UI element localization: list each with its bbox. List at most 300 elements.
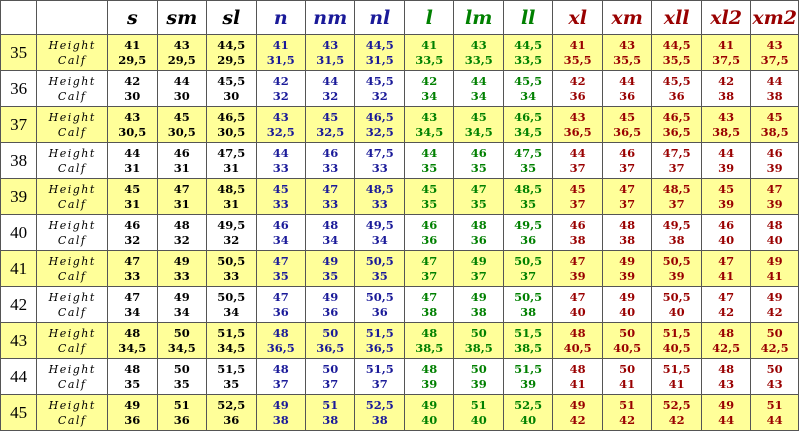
shoe-size-cell: 44 [1, 359, 37, 395]
value-cell-sm [157, 35, 206, 71]
calf-value: 31,5 [266, 52, 295, 67]
height-value: 48 [569, 325, 586, 340]
column-header-n: n [256, 1, 305, 35]
value-cell-xl [553, 215, 602, 251]
height-value: 47 [718, 289, 735, 304]
value-cell-l [404, 395, 453, 431]
value-cell-xll [652, 71, 701, 107]
height-label: Height [48, 182, 96, 196]
height-value: 46 [322, 145, 339, 160]
calf-value: 36 [272, 304, 289, 319]
value-cell-xll [652, 143, 701, 179]
height-value: 48 [272, 361, 289, 376]
calf-value: 37,5 [760, 52, 789, 67]
calf-value: 39 [766, 160, 783, 175]
value-cell-n [256, 323, 305, 359]
height-value: 49 [619, 253, 636, 268]
calf-value: 32 [173, 232, 190, 247]
height-value: 50 [322, 361, 339, 376]
value-cell-sm [157, 359, 206, 395]
calf-value: 41 [619, 376, 636, 391]
table-row [1, 395, 799, 431]
column-header-xll: xll [652, 1, 701, 35]
calf-value: 35 [371, 268, 388, 283]
height-value: 42 [718, 73, 735, 88]
value-cell-sm [157, 251, 206, 287]
value-cell-sl [207, 179, 256, 215]
calf-value: 36 [520, 232, 537, 247]
calf-value: 36,5 [563, 124, 592, 139]
value-cell-ll [503, 35, 552, 71]
value-cell-lm [454, 215, 503, 251]
height-value: 49,5 [217, 217, 246, 232]
calf-label: Calf [57, 161, 87, 175]
value-cell-ll [503, 287, 552, 323]
height-value: 46 [173, 145, 190, 160]
measure-label-cell [37, 251, 108, 287]
calf-value: 34,5 [217, 340, 246, 355]
height-value: 46,5 [365, 109, 394, 124]
calf-value: 37 [569, 196, 586, 211]
calf-value: 30,5 [167, 124, 196, 139]
calf-value: 33,5 [415, 52, 444, 67]
calf-label: Calf [57, 53, 87, 67]
value-cell-sl [207, 143, 256, 179]
calf-value: 38 [322, 412, 339, 427]
value-cell-xll [652, 251, 701, 287]
height-value: 51 [470, 397, 487, 412]
calf-value: 30 [124, 88, 141, 103]
value-cell-sm [157, 143, 206, 179]
value-cell-xl [553, 251, 602, 287]
height-value: 52,5 [662, 397, 691, 412]
shoe-size-cell: 42 [1, 287, 37, 323]
height-value: 49 [421, 397, 438, 412]
calf-value: 38 [766, 88, 783, 103]
value-cell-xl2 [701, 359, 750, 395]
value-cell-xll [652, 287, 701, 323]
height-value: 44 [470, 73, 487, 88]
height-value: 49 [718, 397, 735, 412]
height-value: 48 [718, 325, 735, 340]
value-cell-xm2 [751, 179, 799, 215]
height-value: 45 [619, 109, 636, 124]
calf-value: 36 [124, 412, 141, 427]
calf-value: 38 [718, 88, 735, 103]
value-cell-nl [355, 107, 404, 143]
height-label: Height [48, 146, 96, 160]
calf-value: 32,5 [365, 124, 394, 139]
calf-value: 34 [421, 88, 438, 103]
height-value: 43 [173, 37, 190, 52]
calf-value: 36,5 [613, 124, 642, 139]
height-value: 47 [569, 253, 586, 268]
column-header-xl2: xl2 [701, 1, 750, 35]
value-cell-xm2 [751, 287, 799, 323]
calf-value: 38 [421, 304, 438, 319]
height-value: 46,5 [514, 109, 543, 124]
calf-value: 41 [569, 376, 586, 391]
table-row [1, 323, 799, 359]
height-value: 50 [322, 325, 339, 340]
calf-value: 36,5 [662, 124, 691, 139]
value-cell-nl [355, 359, 404, 395]
table-row [1, 143, 799, 179]
value-cell-sl [207, 215, 256, 251]
calf-value: 35 [124, 376, 141, 391]
value-cell-xm2 [751, 143, 799, 179]
value-cell-nm [306, 287, 355, 323]
calf-value: 40 [766, 232, 783, 247]
calf-value: 31 [223, 160, 240, 175]
height-value: 45 [322, 109, 339, 124]
calf-value: 38 [668, 232, 685, 247]
value-cell-n [256, 395, 305, 431]
height-value: 45 [272, 181, 289, 196]
value-cell-s [108, 323, 157, 359]
height-label: Height [48, 362, 96, 376]
column-header-l: l [404, 1, 453, 35]
value-cell-s [108, 287, 157, 323]
value-cell-xl2 [701, 107, 750, 143]
height-value: 50,5 [217, 253, 246, 268]
calf-value: 38 [470, 304, 487, 319]
height-value: 44,5 [514, 37, 543, 52]
height-value: 46 [718, 217, 735, 232]
calf-value: 40 [718, 232, 735, 247]
table-row [1, 179, 799, 215]
calf-value: 34 [371, 232, 388, 247]
calf-value: 37 [272, 376, 289, 391]
calf-value: 42 [668, 412, 685, 427]
calf-value: 36 [223, 412, 240, 427]
calf-value: 40 [569, 304, 586, 319]
value-cell-l [404, 215, 453, 251]
calf-value: 35 [470, 160, 487, 175]
calf-value: 35 [421, 196, 438, 211]
calf-value: 37 [619, 196, 636, 211]
calf-value: 38,5 [514, 340, 543, 355]
value-cell-s [108, 107, 157, 143]
value-cell-s [108, 215, 157, 251]
calf-value: 36 [371, 304, 388, 319]
calf-value: 35 [520, 160, 537, 175]
height-value: 44 [124, 145, 141, 160]
calf-value: 36,5 [365, 340, 394, 355]
value-cell-n [256, 179, 305, 215]
calf-value: 42 [766, 304, 783, 319]
column-header-s: s [108, 1, 157, 35]
height-value: 50,5 [514, 289, 543, 304]
value-cell-xll [652, 179, 701, 215]
calf-value: 38,5 [415, 340, 444, 355]
table-row [1, 107, 799, 143]
height-value: 50,5 [365, 253, 394, 268]
value-cell-nl [355, 287, 404, 323]
height-value: 46 [766, 145, 783, 160]
value-cell-sl [207, 359, 256, 395]
height-label: Height [48, 38, 96, 52]
height-value: 49 [766, 253, 783, 268]
height-value: 46 [272, 217, 289, 232]
calf-value: 36 [619, 88, 636, 103]
height-value: 49 [322, 253, 339, 268]
calf-value: 37 [470, 268, 487, 283]
calf-value: 31 [173, 160, 190, 175]
height-value: 43 [569, 109, 586, 124]
value-cell-nm [306, 179, 355, 215]
height-value: 46,5 [217, 109, 246, 124]
calf-value: 39 [619, 268, 636, 283]
shoe-size-cell: 41 [1, 251, 37, 287]
value-cell-ll [503, 107, 552, 143]
value-cell-nl [355, 71, 404, 107]
value-cell-lm [454, 395, 503, 431]
calf-value: 39 [520, 376, 537, 391]
column-header-sl: sl [207, 1, 256, 35]
value-cell-xm [602, 107, 651, 143]
height-value: 49 [766, 289, 783, 304]
calf-value: 40 [421, 412, 438, 427]
value-cell-ll [503, 179, 552, 215]
value-cell-s [108, 359, 157, 395]
height-value: 50 [619, 361, 636, 376]
height-value: 41 [569, 37, 586, 52]
height-value: 47 [272, 289, 289, 304]
calf-value: 38,5 [760, 124, 789, 139]
calf-label: Calf [57, 377, 87, 391]
height-value: 43 [470, 37, 487, 52]
value-cell-xll [652, 215, 701, 251]
height-value: 49 [272, 397, 289, 412]
height-value: 50 [470, 325, 487, 340]
calf-value: 32 [272, 88, 289, 103]
height-value: 45 [421, 181, 438, 196]
column-header-xm2: xm2 [751, 1, 799, 35]
calf-value: 35 [470, 196, 487, 211]
value-cell-nl [355, 395, 404, 431]
calf-value: 33 [322, 196, 339, 211]
calf-value: 30,5 [217, 124, 246, 139]
height-value: 48 [272, 325, 289, 340]
height-value: 49 [470, 289, 487, 304]
height-label: Height [48, 254, 96, 268]
height-value: 47,5 [217, 145, 246, 160]
value-cell-nm [306, 359, 355, 395]
height-value: 51,5 [365, 325, 394, 340]
height-value: 46,5 [662, 109, 691, 124]
value-cell-sm [157, 179, 206, 215]
calf-value: 40 [470, 412, 487, 427]
calf-label: Calf [57, 269, 87, 283]
height-value: 47 [124, 289, 141, 304]
table-row [1, 35, 799, 71]
height-value: 44 [619, 73, 636, 88]
value-cell-xll [652, 395, 701, 431]
height-value: 51,5 [662, 325, 691, 340]
height-value: 45,5 [217, 73, 246, 88]
height-value: 44,5 [365, 37, 394, 52]
height-value: 48,5 [662, 181, 691, 196]
value-cell-l [404, 35, 453, 71]
height-value: 46 [569, 217, 586, 232]
calf-value: 36 [421, 232, 438, 247]
value-cell-n [256, 107, 305, 143]
height-value: 41 [124, 37, 141, 52]
calf-value: 30,5 [118, 124, 147, 139]
value-cell-n [256, 71, 305, 107]
value-cell-s [108, 179, 157, 215]
height-label: Height [48, 326, 96, 340]
value-cell-xl [553, 323, 602, 359]
measure-label-cell [37, 287, 108, 323]
shoe-size-cell: 35 [1, 35, 37, 71]
value-cell-n [256, 35, 305, 71]
height-value: 43 [619, 37, 636, 52]
value-cell-nl [355, 143, 404, 179]
calf-value: 35 [173, 376, 190, 391]
height-value: 48 [173, 217, 190, 232]
value-cell-s [108, 71, 157, 107]
height-value: 47 [272, 253, 289, 268]
calf-value: 41 [718, 268, 735, 283]
height-value: 51 [173, 397, 190, 412]
height-value: 47 [173, 181, 190, 196]
height-value: 49 [124, 397, 141, 412]
value-cell-sl [207, 287, 256, 323]
calf-value: 36,5 [316, 340, 345, 355]
height-value: 45 [718, 181, 735, 196]
column-header-nm: nm [306, 1, 355, 35]
value-cell-xm2 [751, 359, 799, 395]
height-value: 50,5 [662, 253, 691, 268]
calf-value: 39 [718, 196, 735, 211]
height-value: 47 [766, 181, 783, 196]
height-value: 43 [718, 109, 735, 124]
height-value: 44,5 [217, 37, 246, 52]
height-value: 48 [421, 325, 438, 340]
calf-value: 41 [766, 268, 783, 283]
calf-value: 42 [619, 412, 636, 427]
calf-value: 29,5 [118, 52, 147, 67]
calf-value: 33 [272, 160, 289, 175]
value-cell-lm [454, 107, 503, 143]
calf-value: 34 [272, 232, 289, 247]
height-value: 50 [619, 325, 636, 340]
value-cell-xm [602, 323, 651, 359]
height-value: 46 [421, 217, 438, 232]
calf-value: 37 [322, 376, 339, 391]
table-row [1, 215, 799, 251]
calf-value: 39 [668, 268, 685, 283]
value-cell-nm [306, 107, 355, 143]
calf-label: Calf [57, 413, 87, 427]
value-cell-l [404, 323, 453, 359]
height-value: 44 [569, 145, 586, 160]
column-header-nl: nl [355, 1, 404, 35]
value-cell-ll [503, 143, 552, 179]
height-value: 50 [173, 325, 190, 340]
value-cell-nm [306, 215, 355, 251]
calf-value: 33 [272, 196, 289, 211]
height-value: 47 [470, 181, 487, 196]
calf-value: 33 [322, 160, 339, 175]
calf-value: 34 [470, 88, 487, 103]
calf-value: 34,5 [464, 124, 493, 139]
calf-value: 33 [124, 268, 141, 283]
height-value: 45 [124, 181, 141, 196]
value-cell-ll [503, 215, 552, 251]
calf-value: 35 [272, 268, 289, 283]
height-value: 44 [766, 73, 783, 88]
calf-value: 34 [520, 88, 537, 103]
value-cell-nl [355, 35, 404, 71]
value-cell-nm [306, 395, 355, 431]
value-cell-sm [157, 215, 206, 251]
height-value: 45 [766, 109, 783, 124]
calf-value: 41 [668, 376, 685, 391]
calf-value: 29,5 [217, 52, 246, 67]
height-value: 51,5 [365, 361, 394, 376]
measure-label-cell [37, 359, 108, 395]
value-cell-xm [602, 35, 651, 71]
calf-value: 40,5 [662, 340, 691, 355]
height-value: 48 [718, 361, 735, 376]
calf-value: 34 [223, 304, 240, 319]
calf-value: 39 [421, 376, 438, 391]
measure-label-cell [37, 179, 108, 215]
shoe-size-cell: 43 [1, 323, 37, 359]
height-value: 49 [173, 253, 190, 268]
height-value: 51,5 [662, 361, 691, 376]
value-cell-lm [454, 251, 503, 287]
value-cell-xl [553, 35, 602, 71]
calf-value: 37 [569, 160, 586, 175]
value-cell-l [404, 287, 453, 323]
value-cell-nm [306, 251, 355, 287]
height-value: 51,5 [514, 361, 543, 376]
value-cell-ll [503, 251, 552, 287]
height-value: 47 [322, 181, 339, 196]
measure-label-cell [37, 215, 108, 251]
calf-value: 38 [569, 232, 586, 247]
height-value: 52,5 [365, 397, 394, 412]
calf-value: 40,5 [613, 340, 642, 355]
calf-value: 39 [766, 196, 783, 211]
value-cell-xl2 [701, 179, 750, 215]
calf-value: 33 [173, 268, 190, 283]
calf-value: 35,5 [662, 52, 691, 67]
value-cell-sl [207, 107, 256, 143]
calf-value: 33 [223, 268, 240, 283]
calf-value: 35 [223, 376, 240, 391]
corner-size-cell [1, 1, 37, 35]
value-cell-nm [306, 323, 355, 359]
column-header-xl: xl [553, 1, 602, 35]
height-value: 45,5 [514, 73, 543, 88]
height-value: 41 [272, 37, 289, 52]
value-cell-xl [553, 143, 602, 179]
height-value: 45,5 [662, 73, 691, 88]
calf-label: Calf [57, 125, 87, 139]
value-cell-sm [157, 71, 206, 107]
height-value: 50 [766, 325, 783, 340]
calf-value: 38 [371, 412, 388, 427]
value-cell-sm [157, 107, 206, 143]
value-cell-n [256, 251, 305, 287]
calf-value: 39 [569, 268, 586, 283]
value-cell-xl [553, 359, 602, 395]
